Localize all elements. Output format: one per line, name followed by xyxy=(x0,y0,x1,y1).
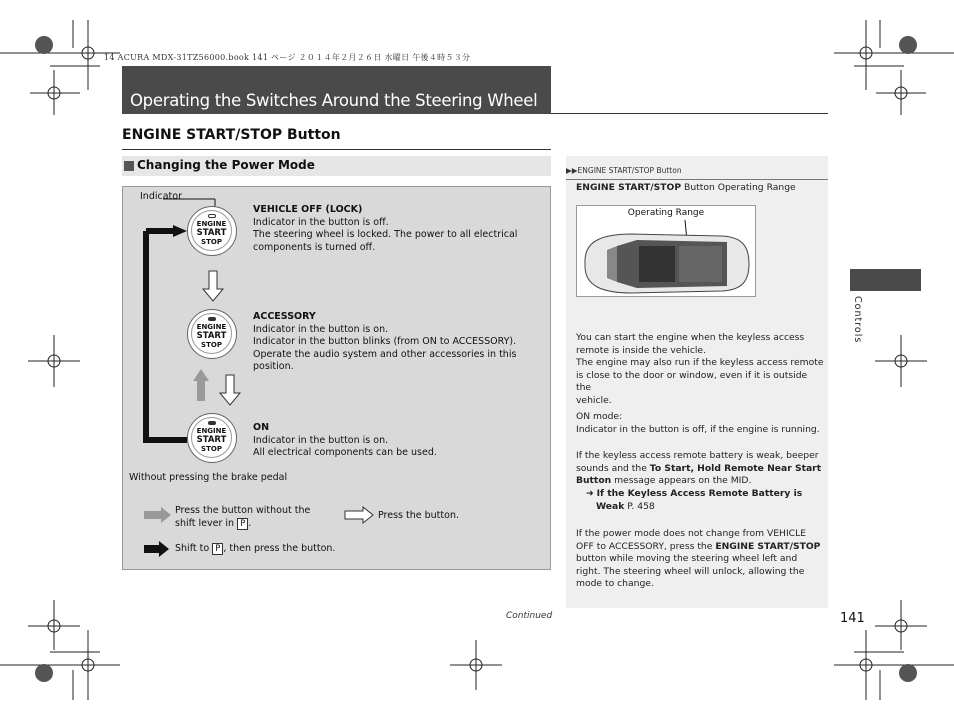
section-heading: ENGINE START/STOP Button xyxy=(122,127,341,143)
indicator-on-icon xyxy=(208,421,216,425)
legend-black-arrow: Shift to P , then press the button. xyxy=(175,543,336,554)
reference-marker-icon: ▶▶ xyxy=(566,166,578,175)
engine-start-stop-button-off: ENGINE START STOP xyxy=(187,206,237,256)
operating-range-figure xyxy=(576,205,756,297)
indicator-on-icon xyxy=(208,317,216,321)
operating-range-label: Operating Range xyxy=(627,208,705,218)
range-title: ENGINE START/STOP Button Operating Range xyxy=(576,182,796,193)
para-keyless-range: You can start the engine when the keyless access remote is inside the vehicle. The engine may also run if the keyless access remote is close to the door or window, even if it is outside the vehicle. xyxy=(576,332,824,406)
subsection-heading: Changing the Power Mode xyxy=(137,158,315,172)
subsection-heading-bar xyxy=(122,156,551,176)
section-rule xyxy=(122,149,551,150)
breadcrumb: ▶▶ENGINE START/STOP Button xyxy=(566,166,682,175)
mode-accessory-text: ACCESSORY Indicator in the button is on. Indicator in the button blinks (from ON to ACCESSORY). Operate the audio system and other accessories in this position. xyxy=(253,311,517,372)
page-title: Operating the Switches Around the Steering Wheel xyxy=(130,91,538,110)
car-top-view-image xyxy=(577,206,755,296)
square-bullet-icon xyxy=(124,161,134,171)
mode-on-text: ON Indicator in the button is on. All electrical components can be used. xyxy=(253,422,437,458)
power-mode-diagram xyxy=(122,186,551,570)
legend-gray-arrow: Press the button without the shift lever in P . xyxy=(175,505,311,529)
engine-start-stop-button-on: ENGINE START STOP xyxy=(187,413,237,463)
para-weak-battery: If the keyless access remote battery is weak, beeper sounds and the To Start, Hold Remote Near Start Button message appears on the MID. xyxy=(576,450,822,486)
continued-label: Continued xyxy=(506,611,553,621)
page-title-bar xyxy=(122,66,551,114)
reference-arrow-icon: ➜ xyxy=(586,488,594,499)
para-on-mode: ON mode: Indicator in the button is off, if the engine is running. xyxy=(576,411,820,435)
engine-start-stop-button-accessory: ENGINE START STOP xyxy=(187,309,237,359)
para-power-mode-change: If the power mode does not change from VEHICLE OFF to ACCESSORY, press the ENGINE START/STOP button while moving the steering wheel left and right. The steering wheel will unlock, allowing the mode to change. xyxy=(576,528,821,589)
indicator-label: Indicator xyxy=(140,191,182,202)
chapter-tab xyxy=(850,269,921,291)
legend-white-arrow: Press the button. xyxy=(378,510,459,521)
ref-weak-battery[interactable]: ➜ If the Keyless Access Remote Battery is Weak P. 458 xyxy=(586,488,803,512)
chapter-tab-label: Controls xyxy=(852,296,863,344)
title-rule xyxy=(551,113,828,114)
mode-off-text: VEHICLE OFF (LOCK) Indicator in the button is off. The steering wheel is locked. The power to all electrical components is turned off. xyxy=(253,204,518,253)
indicator-off-icon xyxy=(208,214,216,218)
without-brake-label: Without pressing the brake pedal xyxy=(129,472,288,483)
print-header: 14 ACURA MDX-31TZ56000.book 141 ページ ２０１４年２月２６日 水曜日 午後４時５３分 xyxy=(104,53,471,62)
page-number: 141 xyxy=(840,611,865,626)
